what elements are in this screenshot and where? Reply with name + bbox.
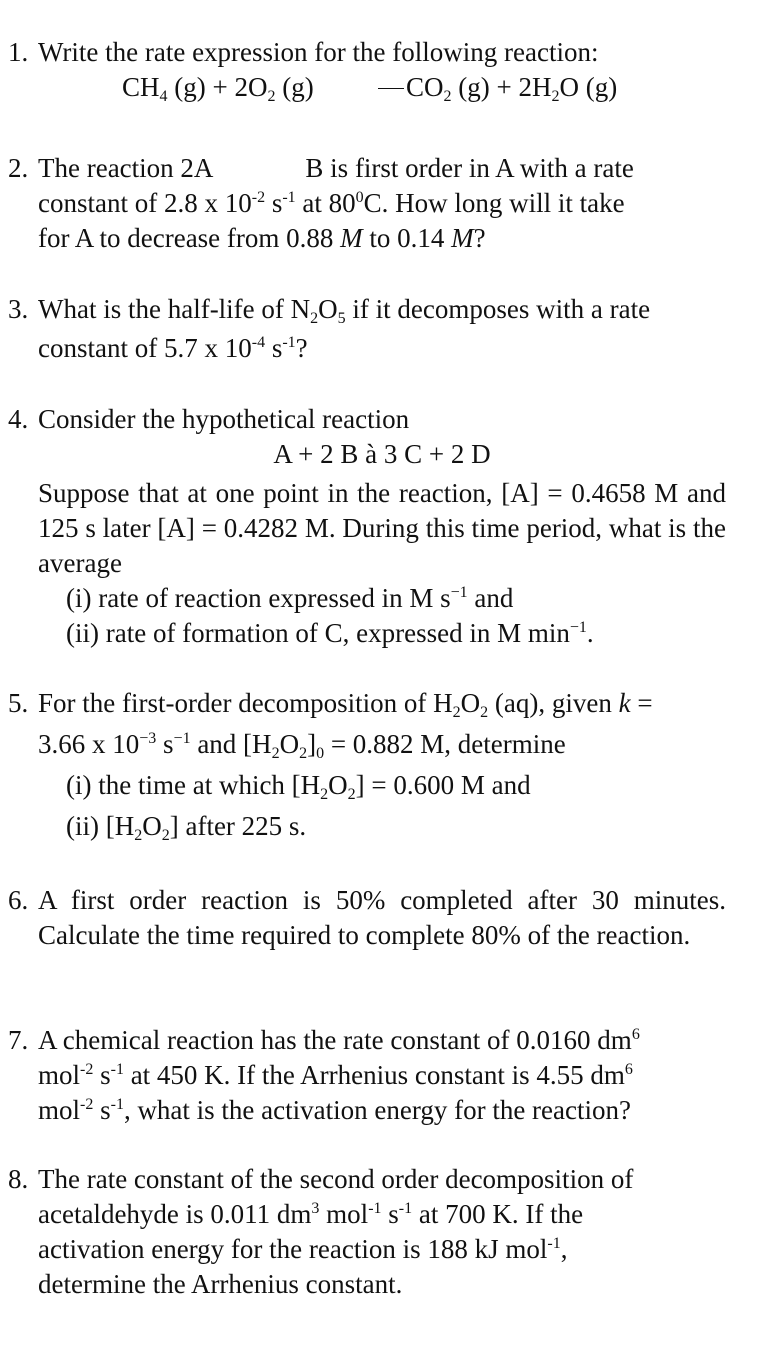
question-5 [8,686,726,844]
question-line: The reaction 2A B is first order in A with a rate [38,153,634,183]
reaction-arrow [378,88,404,89]
sub-question-ii: (ii) $[H_2O_2]$ after 225 s. [66,811,307,844]
question-number: 6. [8,885,29,915]
question-8 [8,1162,726,1302]
question-3 [8,292,726,366]
question-text: A first order reaction is 50% completed after 30 minutes. Calculate the time required to complete 80% of the reaction. [38,885,726,950]
question-4 [8,402,726,651]
question-number: 7. [8,1025,29,1055]
question-7 [8,1023,726,1128]
question-line: mol$^{-2}$ $s^{-1}$ at 450 K. If the Arrhenius constant is 4.55 $dm^6$ [38,1060,633,1090]
question-line: mol$^{-2}$ $s^{-1}$, what is the activation energy for the reaction? [38,1095,631,1125]
question-line: acetaldehyde is 0.011 $dm^3$ mol$^{-1}$ $s^{-1}$ at 700 K. If the [38,1199,584,1229]
question-paragraph: Suppose that at one point in the reaction, [A] = 0.4658 M and 125 s later [A] = 0.4282 M. During this time period, what is the average [38,478,726,578]
sub-question-i: (i) the time at which $[H_2O_2] = 0.600$ M and [66,770,531,803]
question-line: determine the Arrhenius constant. [38,1269,403,1299]
question-number: 3. [8,294,29,324]
question-line: activation energy for the reaction is 188 kJ mol$^{-1}$, [38,1234,568,1264]
question-number: 8. [8,1164,29,1194]
sub-question-ii: (ii) rate of formation of C, expressed in M $\min^{-1}$. [66,618,594,648]
equation-reactants: $CH_4$ $(g) + 2O_2$ (g) [122,72,314,105]
question-number: 1. [8,37,29,67]
question-text: Write the rate expression for the following reaction: [38,37,599,67]
equation-products: $CO_2$ $(g) + 2H_2O$ (g) [406,72,618,105]
question-line: What is the half-life of $N_2O_5$ if it decomposes with a rate [38,294,651,327]
question-1 [8,35,726,110]
question-line: 3.66 x $10^{-3}$ $s^{-1}$ and $[H_2O_2]_0 = 0.882$ M, determine [38,729,566,762]
question-line: Consider the hypothetical reaction [38,404,410,434]
question-line: For the first-order decomposition of $H_2O_2$ (aq), given k = [38,688,653,721]
question-number: 4. [8,404,29,434]
sub-question-i: (i) rate of reaction expressed in M $s^{-1}$ and [66,583,514,613]
question-6 [8,883,726,953]
question-line: constant of 5.7 x $10^{-4}$ $s^{-1}$? [38,333,308,363]
question-number: 2. [8,153,29,183]
question-line: The rate constant of the second order decomposition of [38,1164,634,1194]
reaction-equation [38,70,726,110]
question-number: 5. [8,688,29,718]
question-line: constant of 2.8 x $10^{-2}$ $s^{-1}$ at $80^0C$. How long will it take [38,188,625,218]
question-line: A chemical reaction has the rate constant of 0.0160 $dm^6$ [38,1025,640,1055]
question-line: for A to decrease from 0.88 M to 0.14 M? [38,223,486,253]
reaction-equation: A + 2 B à 3 C + 2 D [273,439,491,469]
question-2 [8,151,726,256]
